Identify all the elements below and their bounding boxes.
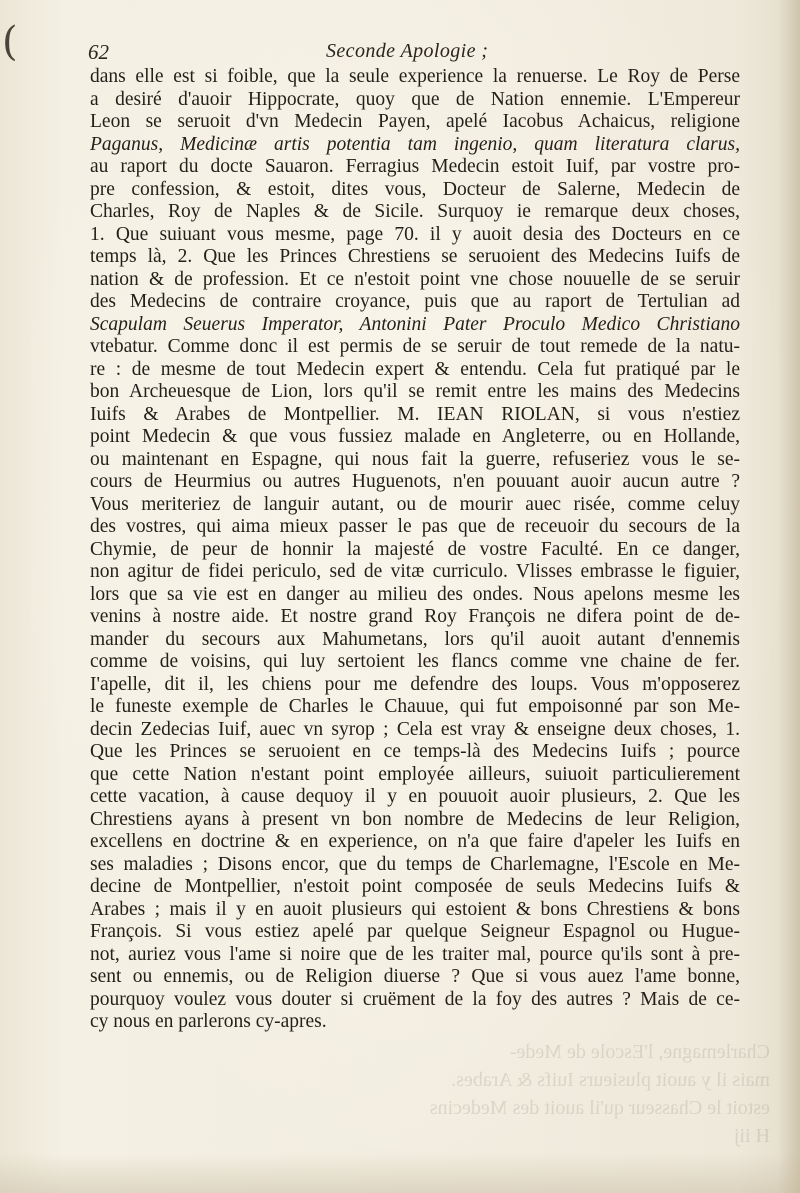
text-line: a desiré d'auoir Hippocrate, quoy que de Nation ennemie. L'Empereur — [90, 88, 740, 110]
text-line: Chymie, de peur de honnir la majesté de vostre Faculté. En ce danger, — [90, 538, 740, 560]
text-line: cette vacation, à cause dequoy il y en pouuoit auoir plusieurs, 2. Que les — [90, 786, 740, 807]
page-header — [88, 40, 748, 68]
margin-bracket-mark: ( — [2, 19, 18, 65]
bleed-through-text — [90, 1038, 770, 1150]
text-line: Charles, Roy de Naples & de Sicile. Surquoy ie remarque deux choses, — [90, 201, 740, 222]
page-bottom-shadow — [0, 1153, 800, 1193]
text-line: sent ou ennemis, ou de Religion diuerse ? Que si vous auez l'ame bonne, — [90, 966, 740, 987]
text-line: comme de voisins, qui luy sertoient les flancs comme vne chaine de fer. — [90, 651, 740, 672]
page-edge-shadow — [778, 0, 800, 1193]
text-line: Paganus, Medicinæ artis potentia tam ingenio, quam literatura clarus, — [90, 133, 740, 155]
text-line: des vostres, qui aima mieux passer le pas que de receuoir du secours de la — [90, 516, 740, 537]
text-line: que cette Nation n'estant point employée ailleurs, suiuoit particulierement — [90, 763, 740, 785]
text-line: Chrestiens ayans à present vn bon nombre de Medecins de leur Religion, — [90, 808, 740, 830]
text-line: point Medecin & que vous fussiez malade en Angleterre, ou en Hollande, — [90, 426, 740, 447]
text-line: nation & de profession. Et ce n'estoit point vne chose nouuelle de se seruir — [90, 268, 740, 290]
text-line: mander du secours aux Mahumetans, lors qu'il auoit autant d'ennemis — [90, 628, 740, 650]
text-line: excellens en doctrine & en experience, on n'a que faire d'apeler les Iuifs en — [90, 831, 740, 852]
text-line: non agitur de fidei periculo, sed de vitæ curriculo. Vlisses embrasse le figuier, — [90, 561, 740, 582]
text-line: Leon se seruoit d'vn Medecin Payen, apelé Iacobus Achaicus, religione — [90, 111, 740, 132]
text-line: ses maladies ; Disons encor, que du temps de Charlemagne, l'Escole en Me- — [90, 853, 740, 875]
text-line: cy nous en parlerons cy-apres. — [90, 1011, 327, 1032]
text-line: temps là, 2. Que les Princes Chrestiens se seruoient des Medecins Iuifs de — [90, 246, 740, 267]
bleed-line: estoit le Chasseur qu'il auoit des Medecins — [429, 1097, 770, 1119]
text-line: lors que sa vie est en danger au milieu des ondes. Nous apelons mesme les — [90, 583, 740, 605]
bleed-line: Charlemagne, l'Escole de Mede- — [509, 1041, 770, 1063]
text-line: not, auriez vous l'ame si noire que de les traiter mal, pource qu'ils sont à pre- — [90, 943, 740, 965]
text-line: dans elle est si foible, que la seule experience la renuerse. Le Roy de Perse — [90, 66, 740, 87]
text-line: ou maintenant en Espagne, qui nous fait la guerre, refuseriez vous le se- — [90, 448, 740, 470]
text-line: le funeste exemple de Charles le Chauue, qui fut empoisonné par son Me- — [90, 696, 740, 717]
bleed-line: mais il y auoit plusieurs Iuifs & Arabes. — [451, 1069, 770, 1091]
text-line: Vous meriteriez de languir autant, ou de mourir auec risée, comme celuy — [90, 493, 740, 515]
text-line: au raport du docte Sauaron. Ferragius Medecin estoit Iuif, par vostre pro- — [90, 156, 740, 177]
bleed-line: H iij — [733, 1125, 770, 1147]
text-line: bon Archeuesque de Lion, lors qu'il se remit entre les mains des Medecins — [90, 381, 740, 402]
text-line: decine de Montpellier, n'estoit point composée de seuls Medecins Iuifs & — [90, 876, 740, 897]
text-line: decin Zedecias Iuif, auec vn syrop ; Cela est vray & enseigne deux choses, 1. — [90, 718, 740, 740]
running-head: Seconde Apologie ; — [326, 40, 489, 62]
text-line: Que les Princes se seruoient en ce temps-là des Medecins Iuifs ; pource — [90, 741, 740, 762]
text-line: Arabes ; mais il y en auoit plusieurs qui estoient & bons Chrestiens & bons — [90, 898, 740, 920]
text-line: vtebatur. Comme donc il est permis de se seruir de tout remede de la natu- — [90, 336, 740, 357]
page-number: 62 — [88, 40, 109, 64]
text-line: François. Si vous estiez apelé par quelque Seigneur Espagnol ou Hugue- — [90, 921, 740, 942]
text-line: re : de mesme de tout Medecin expert & entendu. Cela fut pratiqué par le — [90, 358, 740, 380]
text-line: des Medecins de contraire croyance, puis que au raport de Tertulian ad — [90, 291, 740, 312]
text-line: Iuifs & Arabes de Montpellier. M. IEAN RIOLAN, si vous n'estiez — [90, 403, 740, 425]
text-line: Scapulam Seuerus Imperator, Antonini Pater Proculo Medico Christiano — [90, 313, 740, 335]
text-line: pre confession, & estoit, dites vous, Docteur de Salerne, Medecin de — [90, 178, 740, 200]
text-line: cours de Heurmius ou autres Huguenots, n'en pouuant auoir aucun autre ? — [90, 471, 740, 492]
text-line: 1. Que suiuant vous mesme, page 70. il y auoit desia des Docteurs en ce — [90, 223, 740, 245]
text-line: venins à nostre aide. Et nostre grand Roy François ne difera point de de- — [90, 606, 740, 627]
body-text — [90, 66, 740, 1034]
text-line: pourquoy voulez vous douter si cruëment de la foy des autres ? Mais de ce- — [90, 988, 740, 1010]
text-line: I'apelle, dit il, les chiens pour me defendre des loups. Vous m'opposerez — [90, 673, 740, 695]
